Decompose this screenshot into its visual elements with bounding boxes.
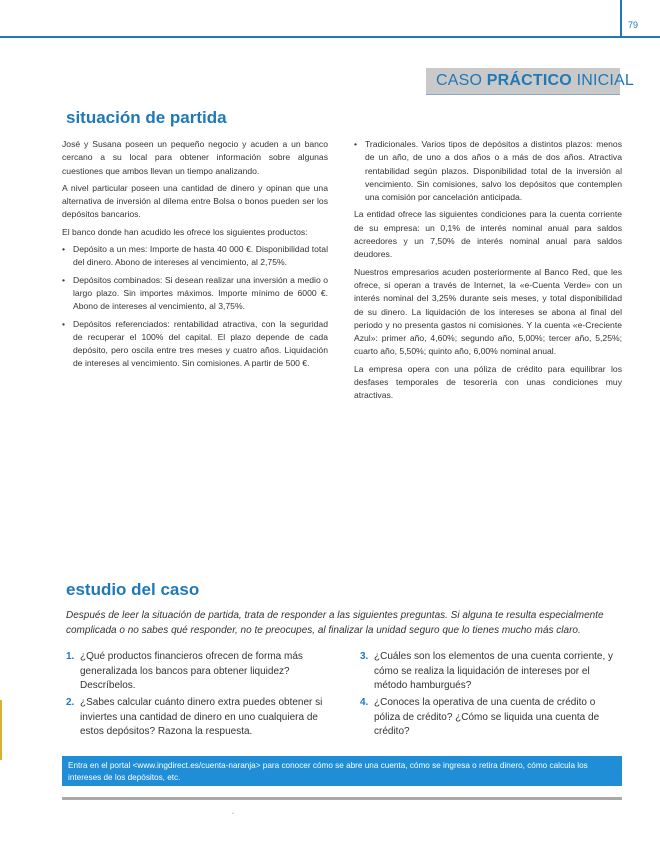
page-number-tab: [620, 0, 660, 38]
paragraph: José y Susana poseen un pequeño negocio y acuden a un banco cercano a su local para obtener información sobre algunas cuestiones que ambos llevan un tiempo analizando.: [62, 139, 328, 176]
question-text: ¿Cuáles son los elementos de una cuenta corriente, y cómo se realiza la liquidación de intereses por el método hamburgués?: [374, 651, 614, 691]
banner-word-inicial: INICIAL: [571, 72, 635, 89]
question-item: [66, 696, 330, 740]
banner-word-caso: CASO: [436, 72, 487, 89]
estudio-title: estudio del caso: [66, 580, 200, 599]
banner-word-practico: PRÁCTICO: [486, 72, 572, 89]
question-item: [360, 696, 622, 740]
products-list: [62, 243, 328, 371]
list-item-text: Depósitos referenciados: rentabilidad atractiva, con la seguridad de recuperar el 100% del capital. El plazo depende de cada depósito, pero oscila entre tres meses y cuatro años. Liquidación de intereses al vencimiento. Sin comisiones. A partir de 500 €.: [73, 318, 328, 369]
situacion-right-column: [354, 138, 622, 407]
question-text: ¿Conoces la operativa de una cuenta de crédito o póliza de crédito? ¿Cómo se liquida una cuenta de crédito?: [374, 697, 600, 737]
situacion-left-column: [62, 138, 328, 375]
products-list-cont: [354, 138, 622, 204]
caso-practico-banner: [426, 68, 635, 94]
header-rule: [0, 36, 620, 38]
question-number: 3.: [360, 651, 369, 662]
paragraph: La entidad ofrece las siguientes condiciones para la cuenta corriente de su empresa: un 0,1% de interés nominal anual para saldos acreedores y un 7,50% de interés nominal anual para saldos deudores.: [354, 209, 622, 260]
footer-mark: ´: [232, 812, 235, 821]
question-text: ¿Qué productos financieros ofrecen de forma más generalizada los bancos para obtener liquidez? Descríbelos.: [80, 651, 303, 691]
list-item: [62, 318, 328, 371]
list-item-text: Tradicionales. Varios tipos de depósitos a distintos plazos: menos de un año, de uno a dos años o a más de dos años. Atractiva rentabilidad según plazos. Disponibilidad total de la inversión al vencimiento. Sin comisiones, salvo los depósitos que contemplen una comisión por cancelación anticipada.: [365, 139, 622, 203]
question-number: 4.: [360, 697, 369, 708]
bullet-icon: •: [62, 244, 66, 255]
paragraph: A nivel particular poseen una cantidad de dinero y opinan que una alternativa de inversión al dilema entre Bolsa o bonos pueden ser los depósitos bancarios.: [62, 182, 328, 220]
question-number: 2.: [66, 697, 75, 708]
bullet-icon: •: [62, 318, 66, 329]
situacion-title: situación de partida: [66, 108, 227, 127]
list-item: [62, 274, 328, 314]
question-item: [66, 650, 330, 694]
question-number: 1.: [66, 651, 75, 662]
paragraph: La empresa opera con una póliza de crédito para equilibrar los desfases temporales de tesorería con unas condiciones muy atractivas.: [354, 363, 622, 401]
banner-underline: [426, 94, 620, 95]
list-item-text: Depósitos combinados: Si desean realizar una inversión a medio o largo plazo. Sin importes máximos. Importe mínimo de 6000 €. Abono de intereses al vencimiento, al 3,75%.: [73, 274, 328, 312]
web-resource-box: Entra en el portal <www.ingdirect.es/cuenta-naranja> para conocer cómo se abre una cuenta, cómo se ingresa o retira dinero, cómo calcula los intereses de los depósitos, etc.: [62, 756, 622, 786]
page-number: 79: [628, 20, 639, 30]
bullet-icon: •: [62, 274, 66, 285]
paragraph: El banco donde han acudido les ofrece los siguientes productos:: [62, 226, 308, 237]
edge-marker: [0, 700, 2, 760]
paragraph: Nuestros empresarios acuden posteriormente al Banco Red, que les ofrece, si operan a través de Internet, la «e-Cuenta Verde» con un interés nominal del 3,25% durante seis meses, y total disponibilidad de su dinero. La liquidación de los intereses se abona al final del periodo y no presenta gastos ni comisiones. Y la cuenta «e-Creciente Azul»: primer año, 4,60%; segundo año, 5,00%; tercer año, 5,25%; cuarto año, 5,50%; quinto año, 6,00% nominal anual.: [354, 266, 622, 357]
question-text: ¿Sabes calcular cuánto dinero extra puedes obtener si inviertes una cantidad de dinero en uno cualquiera de estos depósitos? Razona la respuesta.: [80, 697, 323, 737]
list-item: [354, 138, 622, 204]
estudio-intro: Después de leer la situación de partida, trata de responder a las siguientes preguntas. Si alguna te resulta especialmente complicada o no sabes qué responder, no te preocupes, al finalizar la unidad seguro que lo tienes mucho más claro.: [66, 610, 604, 636]
bullet-icon: •: [354, 139, 358, 149]
footer-rule: [62, 797, 622, 800]
question-item: [360, 650, 622, 694]
list-item: [62, 243, 328, 270]
list-item-text: Depósito a un mes: Importe de hasta 40 000 €. Disponibilidad total del dinero. Abono de intereses al vencimiento, al 2,75%.: [73, 244, 328, 268]
